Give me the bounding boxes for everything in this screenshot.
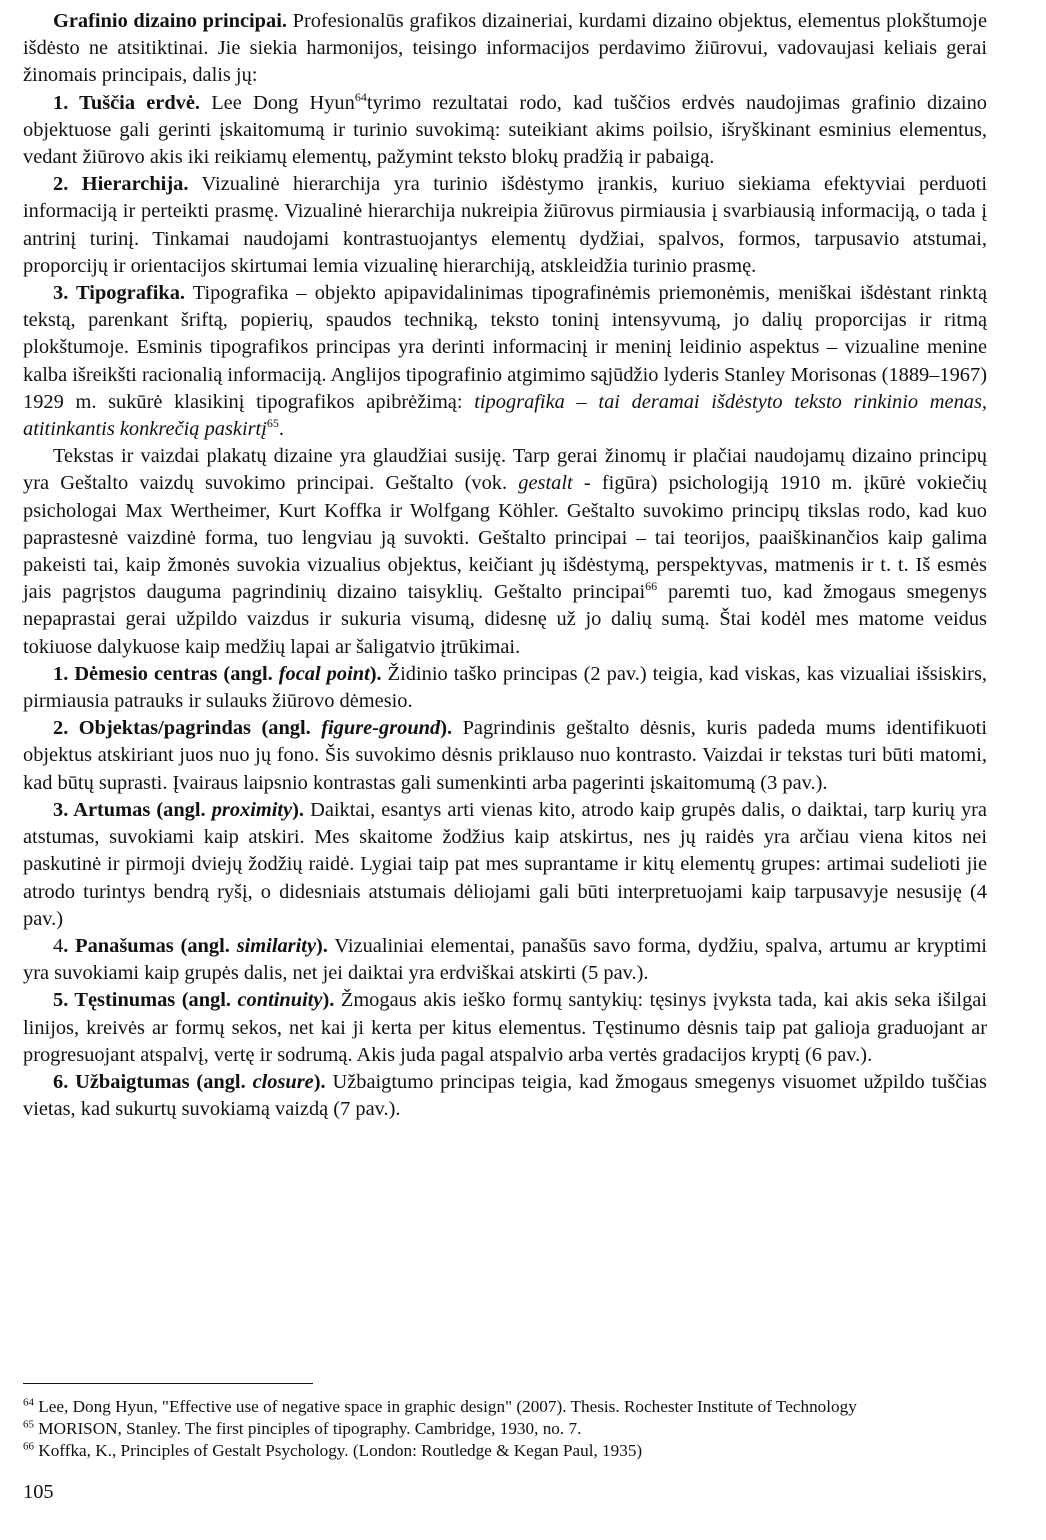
principle-title: 1. Tuščia erdvė.	[53, 91, 201, 114]
principle-term: closure	[252, 1070, 314, 1093]
intro-paragraph	[23, 8, 987, 90]
gestalt-paragraph	[23, 443, 987, 661]
gestalt-text: paremti tuo, kad žmogaus smegenys nepaprastai gerai užpildo vaizdus ir sukuria visumą, didesnę už jo dalių sumą. Štai kodėl mes matome veidus tokiuose dalykuose kaip medžių lapai ar šaligatvio įtrūkimai.	[23, 581, 987, 658]
principle-text: .	[278, 418, 285, 441]
footnote-ref[interactable]: 64	[354, 89, 367, 104]
principle-title: 1. Dėmesio centras (angl.	[53, 662, 279, 685]
footnote-ref[interactable]: 65	[266, 416, 279, 431]
principle-text: Pagrindinis geštalto dėsnis, kuris padeda mums identifikuoti objektus atskiriant juos nuo jų fono. Šis suvokimo dėsnis priklauso nuo kontrasto. Vaizdai ir tekstas turi būti matomi, kad būtų suprasti. Įvairaus laipsnio kontrastas gali sumenkinti arba pagerinti įskaitomumą (3 pav.).	[23, 717, 987, 794]
principle-title: 2. Hierarchija.	[53, 173, 189, 196]
principle-title: ).	[322, 989, 335, 1012]
footnote-item	[23, 1418, 987, 1440]
principle-text: Vizualiniai elementai, panašūs savo forma, dydžiu, spalva, artumu ar kryptimi yra suvokiami kaip grupės dalis, net jei daiktai yra erdviškai atskirti (5 pav.).	[23, 934, 987, 985]
principle-title: 2. Objektas/pagrindas (angl.	[53, 717, 322, 740]
principle-text: Žmogaus akis ieško formų santykių: tęsinys įvyksta tada, kai akis seka išilgai linijos, kreivės ar formų sekos, net kai ji kerta per kitus elementus. Tęstinumo dėsnis taip pat galioja graduojant ar progresuojant atspalvį, vertę ir sodrumą. Akis juda pagal atspalvio arba vertės gradacijos kryptį (6 pav.).	[23, 989, 987, 1066]
principle-title: 3. Artumas (angl.	[53, 798, 212, 821]
principle-title: . Panašumas (angl.	[63, 934, 237, 957]
principle-title: ).	[316, 934, 328, 957]
footnote-text: Lee, Dong Hyun, "Effective use of negative space in graphic design" (2007). Thesis. Rochester Institute of Technology	[34, 1397, 857, 1416]
gestalt-principle-closure	[23, 1069, 987, 1123]
definition-quote: tipografika – tai deramai išdėstyto teksto rinkinio menas, atitinkantis konkrečią paskirtį	[23, 390, 987, 441]
page-number: 105	[23, 1481, 54, 1503]
principle-term: proximity	[211, 798, 293, 821]
gestalt-term: gestalt	[518, 472, 573, 495]
gestalt-text: - figūra) psichologiją 1910 m. įkūrė vokiečių psichologai Max Wertheimer, Kurt Koffka ir Wolfgang Köhler. Geštalto suvokimo principų tikslas rodo, kad kuo paprastesnė vaizdinė forma, tuo lengviau ją suvokti. Geštalto principai – tai teorijos, paaiškinančios kaip galima pakeisti tai, kaip žmonės suvokia vizualius objektus, keičiant jų išdėstymą, perspektyvas, matmenis ir t. t. Iš esmės jais pagrįstos dauguma pagrindinių dizaino taisyklių. Geštalto principai	[23, 472, 987, 604]
principle-empty-space	[23, 90, 987, 172]
principle-typography	[23, 280, 987, 443]
footnote-number: 65	[23, 1418, 34, 1431]
footnote-divider	[23, 1383, 313, 1384]
principle-text: Vizualinė hierarchija yra turinio išdėstymo įrankis, kuriuo siekiama efektyviai perduoti informaciją ir perteikti prasmę. Vizualinė hierarchija nukreipia žiūrovus pirmiausia į svarbiausią informaciją, o tada į antrinį turinį. Tinkamai naudojami kontrastuojantys elementų dydžiai, spalvos, formos, tarpusavio atstumai, proporcijų ir orientacijos skirtumai lemia vizualinę hierarchiją, atskleidžia turinio prasmę.	[23, 173, 987, 277]
gestalt-principle-figure-ground	[23, 715, 987, 797]
principle-title: 6. Užbaigtumas (angl.	[53, 1070, 253, 1093]
principle-term: continuity	[237, 989, 323, 1012]
principle-term: similarity	[236, 934, 316, 957]
principle-title: ).	[292, 798, 305, 821]
footnote-ref[interactable]: 66	[645, 579, 658, 594]
principle-text: Užbaigtumo principas teigia, kad žmogaus smegenys visuomet užpildo tuščias vietas, kad sukurtų suvokiamą vaizdą (7 pav.).	[23, 1070, 987, 1121]
footnote-item	[23, 1440, 987, 1462]
principle-number: 4	[53, 934, 64, 957]
section-heading: Grafinio dizaino principai.	[53, 10, 287, 32]
gestalt-principle-proximity	[23, 797, 987, 933]
principle-text: tyrimo rezultatai rodo, kad tuščios erdvės naudojimas grafinio dizaino objektuose gali gerinti įskaitomumą ir turinio suvokimą: suteikiant akims poilsio, išryškinant esminius elementus, vedant žiūrovo akis iki reikiamų elementų, pažymint teksto blokų pradžią ir pabaigą.	[23, 91, 987, 169]
principle-title: 3. Tipografika.	[53, 282, 186, 305]
principle-text: Židinio taško principas (2 pav.) teigia, kad viskas, kas vizualiai išsiskirs, pirmiausia patrauks ir sulauks žiūrovo dėmesio.	[23, 662, 987, 713]
footnote-number: 66	[23, 1440, 34, 1453]
gestalt-principle-focal-point	[23, 661, 987, 715]
principle-title: ).	[369, 662, 382, 685]
principle-title: ).	[440, 717, 453, 740]
page-body	[23, 8, 987, 1123]
gestalt-text: Tekstas ir vaizdai plakatų dizaine yra glaudžiai susiję. Tarp gerai žinomų ir plačiai naudojamų dizaino principų yra Geštalto vaizdų suvokimo principai. Geštalto (vok.	[23, 445, 987, 495]
intro-text: Profesionalūs grafikos dizaineriai, kurdami dizaino objektus, elementus plokštumoje išdėsto ne atsitiktinai. Jie siekia harmonijos, teisingo informacijos perdavimo žiūrovui, vadovaujasi keliais gerai žinomais principais, dalis jų:	[23, 10, 987, 87]
principle-text: Daiktai, esantys arti vienas kito, atrodo kaip grupės dalis, o daiktai, tarp kurių yra atstumas, suvokiami kaip atskiri. Mes skaitome žodžius kaip atskirtus, nes jų raidės yra arčiau viena kitos nei paskutinė ir pirmoji dviejų žodžių raidė. Lygiai taip pat mes suprantame ir kitų elementų grupes: artimai sudelioti jie atrodo turintys bendrą ryšį, o didesniais atstumais dėliojami gali būti interpretuojami kaip tarpusavyje nesusiję (4 pav.)	[23, 798, 987, 930]
principle-hierarchy	[23, 171, 987, 280]
footnote-text: Koffka, K., Principles of Gestalt Psychology. (London: Routledge & Kegan Paul, 1935)	[34, 1441, 643, 1460]
principle-text: Lee Dong Hyun	[200, 91, 355, 114]
principle-title: 5. Tęstinumas (angl.	[53, 989, 238, 1012]
gestalt-principle-similarity	[23, 933, 987, 987]
principle-text: Tipografika – objekto apipavidalinimas tipografinėmis priemonėmis, meniškai išdėstant rinktą tekstą, parenkant šriftą, popierių, spaudos techniką, teksto toninį intensyvumą, jo dalių proporcijas ir ritmą plokštumoje. Esminis tipografikos principas yra derinti informacinį ir meninį leidinio aspektus – vizualine menine kalba išreikšti racionalią informaciją. Anglijos tipografinio atgimimo sąjūdžio lyderis Stanley Morisonas (1889–1967) 1929 m. sukūrė klasikinį tipografikos apibrėžimą:	[23, 282, 987, 413]
gestalt-principle-continuity	[23, 987, 987, 1069]
principle-title: ).	[313, 1070, 326, 1093]
footnote-text: MORISON, Stanley. The first pinciples of tipography. Cambridge, 1930, no. 7.	[34, 1419, 582, 1438]
footnotes	[23, 1396, 987, 1462]
principle-term: figure-ground	[321, 717, 441, 740]
footnote-item	[23, 1396, 987, 1418]
principle-term: focal point	[278, 662, 370, 685]
footnote-number: 64	[23, 1396, 34, 1409]
